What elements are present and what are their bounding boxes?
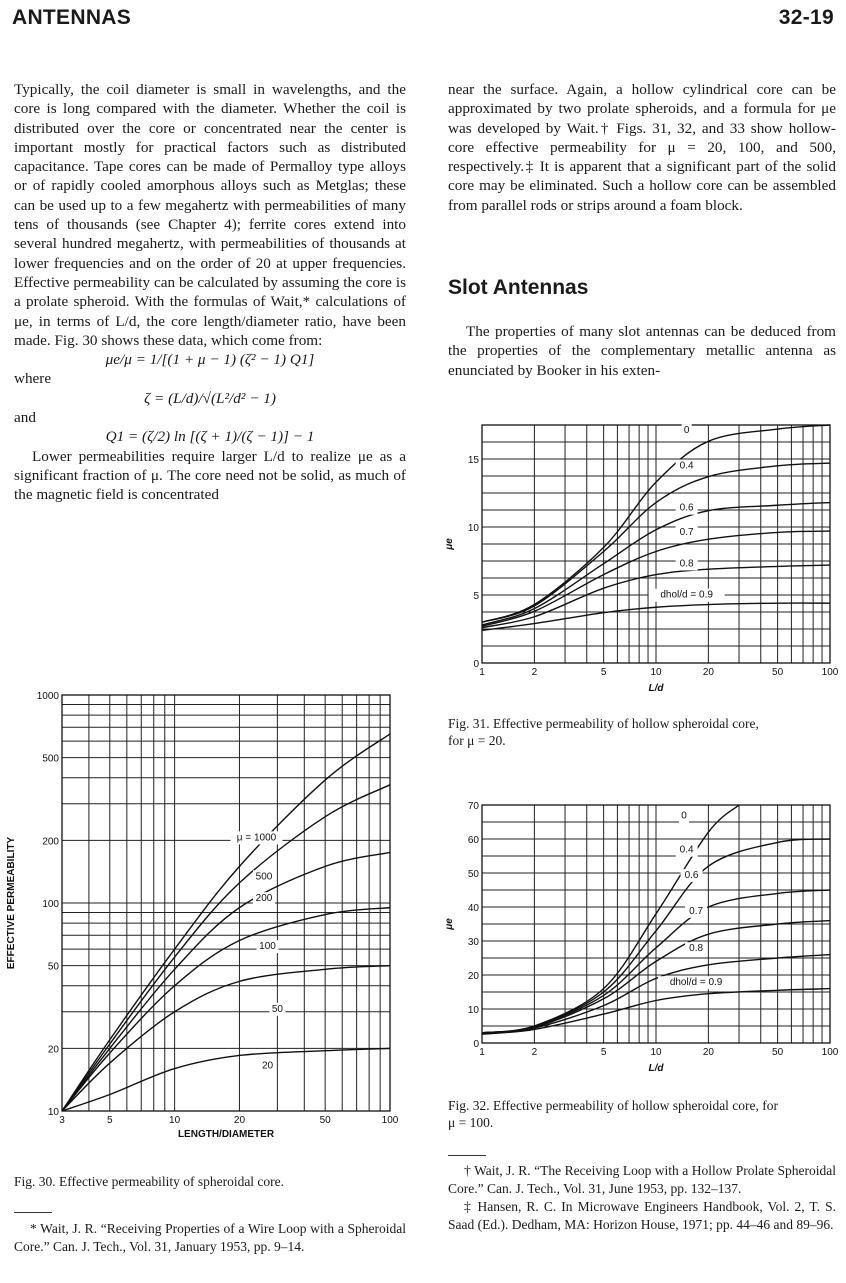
y-tick-label: 50 (47, 961, 59, 973)
series-line (62, 1048, 390, 1111)
figure-31-caption (448, 715, 759, 749)
series-line (62, 734, 390, 1111)
curve-label: 0.6 (679, 502, 694, 514)
x-tick-label: 20 (233, 1115, 246, 1126)
left-column-text (14, 80, 406, 505)
y-tick-label: 5 (473, 591, 479, 602)
series-line (62, 908, 390, 1111)
footnote-text: * Wait, J. R. “Receiving Properties of a Wire Loop with a Spheroidal Core.” Can. J. Tech., Vol. 31, January 1953, pp. 9–14. (14, 1221, 406, 1254)
caption-line: for μ = 20. (448, 733, 506, 748)
x-tick-label: 10 (169, 1115, 181, 1126)
paragraph: near the surface. Again, a hollow cylindrical core can be approximated by two prolate spheroids, and a formula for μe was developed by Wait.† Figs. 31, 32, and 33 show hollow-core effective permeability for μ = 20, 100, and 500, respectively.‡ It is apparent that a significant part of the solid core may be eliminated. Such a hollow core can be assembled from parallel rods or strips around a foam block. (448, 81, 836, 214)
right-column-text (448, 80, 836, 215)
paragraph: Typically, the coil diameter is small in wavelengths, and the core is long compared with the diameter. Whether the coil is distributed over the core or concentrated near the center is important mostly for practical factors such as distributed capacitance. Tape cores can be made of Permalloy type alloys or of rapidly cooled amorphous alloys such as Metglas; these can be used up to a few megahertz with permeabilities of many tens of thousands (see Chapter 4); ferrite cores extend into several hundred megahertz, with permeabilities of thousands at lower frequencies and on the order of 20 at upper frequencies. Effective permeability can be calculated by assuming the core is a prolate spheroid. With the formulas of Wait,* calculations of μe, in terms of L/d, the core length/diameter ratio, have been made. Fig. 30 shows these data, which come from: (14, 81, 406, 349)
x-axis-label: L/d (648, 1063, 664, 1074)
x-axis-label: LENGTH/DIAMETER (177, 1129, 275, 1140)
and-label: and (14, 409, 36, 427)
paragraph: Lower permeabilities require larger L/d to realize μe as a significant fraction of μ. The core need not be solid, as much of the magnetic field is concentrated (14, 447, 406, 504)
curve-label: 0 (683, 425, 690, 437)
x-tick-label: 5 (107, 1115, 113, 1126)
equation-3: Q1 = (ζ/2) ln [(ζ + 1)/(ζ − 1)] − 1 (105, 428, 315, 446)
curve-label: 0.8 (679, 558, 694, 570)
x-tick-label: 50 (772, 1047, 784, 1058)
curve-label: 0.8 (689, 943, 704, 955)
section-title: Slot Antennas (448, 276, 589, 299)
curve-label: 20 (261, 1060, 274, 1072)
y-tick-label: 70 (467, 801, 479, 812)
y-tick-label: 1000 (36, 691, 59, 702)
x-tick-label: 1 (479, 667, 485, 678)
right-column-text-2 (448, 322, 836, 380)
x-tick-label: 100 (821, 667, 839, 678)
equation-2: ζ = (L/d)/√(L²/d² − 1) (144, 389, 276, 407)
curve-label: 200 (255, 893, 273, 905)
curve-label: 100 (259, 941, 276, 953)
caption-line: Fig. 32. Effective permeability of hollow spheroidal core, for (448, 1098, 779, 1113)
x-tick-label: 10 (650, 667, 662, 678)
x-tick-label: 10 (650, 1047, 662, 1058)
curve-label: 50 (271, 1003, 283, 1015)
y-tick-label: 50 (467, 869, 479, 880)
series-line (62, 852, 390, 1111)
figure-32-caption (448, 1097, 778, 1131)
x-tick-label: 2 (531, 1047, 538, 1058)
caption-line: μ = 100. (448, 1115, 494, 1130)
footnote-rule (448, 1155, 486, 1156)
footnote-text: ‡ Hansen, R. C. In Microwave Engineers Handbook, Vol. 2, T. S. Saad (Ed.). Dedham, MA: Horizon House, 1971; pp. 44–46 and 89–96. (448, 1199, 836, 1232)
y-tick-label: 20 (467, 971, 479, 982)
curve-label: 0 (681, 810, 687, 822)
curve-label: 500 (255, 871, 273, 883)
y-tick-label: 10 (47, 1107, 59, 1118)
curve-label: 0.4 (679, 460, 694, 472)
x-tick-label: 5 (600, 1047, 607, 1058)
x-tick-label: 20 (702, 667, 714, 678)
footnotes-right (448, 1162, 836, 1234)
x-tick-label: 50 (319, 1115, 331, 1126)
x-tick-label: 3 (59, 1115, 65, 1126)
where-label: where (14, 370, 52, 388)
y-axis-label: EFFECTIVE PERMEABILITY (6, 836, 17, 970)
x-tick-label: 50 (772, 667, 784, 678)
paragraph: The properties of many slot antennas can be deduced from the properties of the complementary metallic antenna as enunciated by Booker in his exten- (448, 323, 836, 379)
curve-label: 0.7 (679, 527, 694, 539)
x-tick-label: 2 (531, 667, 538, 678)
y-tick-label: 15 (467, 455, 479, 466)
y-tick-label: 30 (467, 937, 479, 948)
y-tick-label: 0 (473, 1039, 479, 1050)
figure-30-chart (0, 688, 420, 1168)
caption-line: Fig. 31. Effective permeability of hollow spheroidal core, (448, 716, 759, 731)
x-tick-label: 5 (600, 667, 607, 678)
y-tick-label: 200 (42, 836, 59, 848)
x-axis-label: L/d (648, 683, 664, 694)
figure-32-chart (440, 795, 840, 1085)
curve-label: 0.6 (684, 870, 699, 882)
x-tick-label: 100 (821, 1047, 839, 1058)
x-tick-label: 1 (479, 1047, 485, 1058)
footnote-rule (14, 1212, 52, 1213)
figure-31-chart (440, 415, 840, 705)
curve-label: 0.7 (689, 905, 704, 917)
curve-label: dhol/d = 0.9 (669, 977, 723, 989)
y-axis-label: μe (444, 538, 455, 550)
footnote-star (14, 1220, 406, 1256)
x-tick-label: 100 (381, 1115, 399, 1126)
y-tick-label: 20 (47, 1044, 59, 1056)
y-tick-label: 0 (473, 659, 479, 670)
figure-30-caption: Fig. 30. Effective permeability of spheroidal core. (14, 1174, 285, 1189)
y-tick-label: 500 (42, 753, 59, 765)
equation-1: μe/μ = 1/[(1 + μ − 1) (ζ² − 1) Q1] (105, 351, 315, 369)
running-header-title: ANTENNAS (12, 6, 132, 29)
curve-label: dhol/d = 0.9 (660, 589, 713, 601)
y-axis-label: μe (444, 918, 455, 930)
curve-label: 0.4 (679, 844, 694, 856)
footnote-text: † Wait, J. R. “The Receiving Loop with a Hollow Prolate Spheroidal Core.” Can. J. Tech., Vol. 31, June 1953, pp. 132–137. (448, 1163, 836, 1196)
x-tick-label: 20 (702, 1047, 714, 1058)
y-tick-label: 60 (467, 835, 479, 846)
y-tick-label: 10 (467, 523, 479, 534)
y-tick-label: 100 (42, 899, 59, 910)
page-number: 32-19 (778, 6, 834, 29)
curve-label: μ = 1000 (236, 832, 277, 844)
y-tick-label: 40 (467, 903, 479, 914)
y-tick-label: 10 (467, 1005, 479, 1016)
